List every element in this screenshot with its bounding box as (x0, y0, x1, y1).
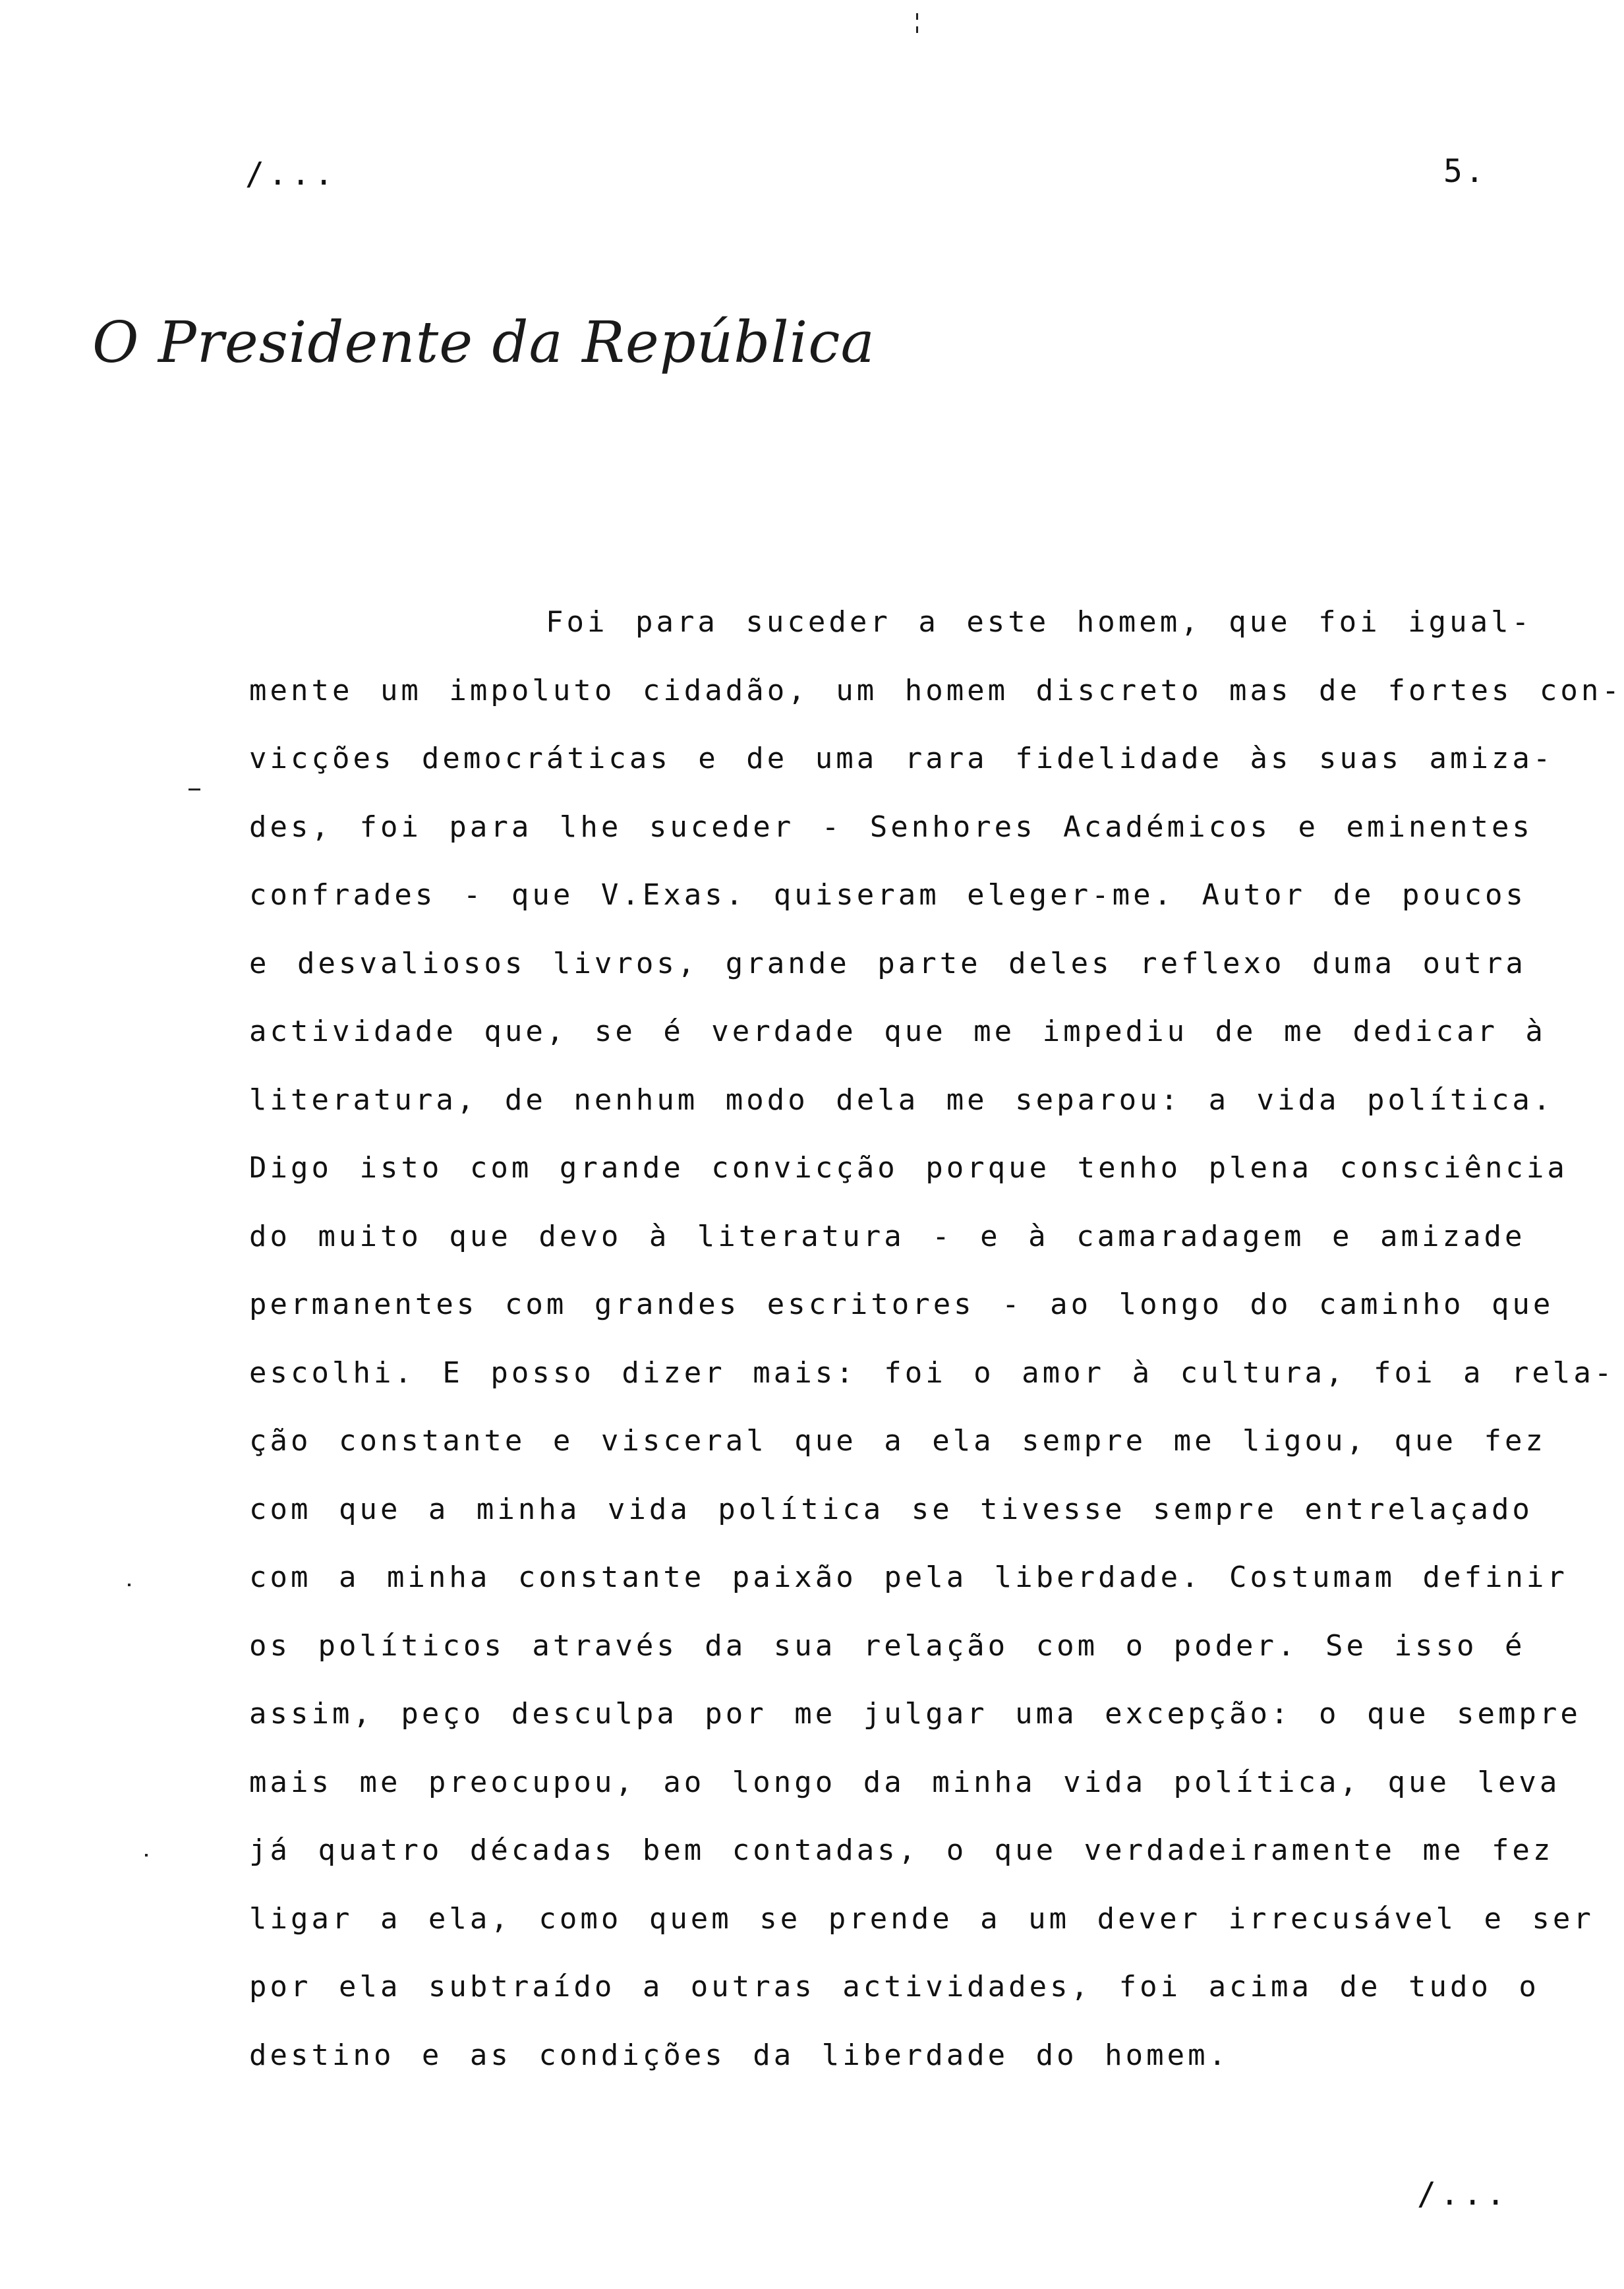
text-line: já quatro décadas bem contadas, o que verdadeiramente me fez (249, 1833, 1554, 1867)
text-line: Foi para suceder a este homem, que foi igual- (546, 605, 1533, 639)
text-line: Digo isto com grande convicção porque tenho plena consciência (249, 1151, 1568, 1185)
text-line: actividade que, se é verdade que me impediu de me dedicar à (249, 1015, 1546, 1048)
text-line: os políticos através da sua relação com o poder. Se isso é (249, 1628, 1526, 1663)
text-line: do muito que devo à literatura - e à camaradagem e amizade (249, 1219, 1526, 1253)
scan-speck (188, 788, 200, 790)
scan-speck (916, 13, 918, 20)
continuation-marker-top: /... (245, 156, 337, 193)
text-line: mente um impoluto cidadão, um homem discreto mas de fortes con- (249, 673, 1623, 707)
scan-speck (145, 1854, 148, 1857)
letterhead-title: O Presidente da República (92, 310, 875, 376)
text-line: e desvaliosos livros, grande parte deles reflexo duma outra (249, 946, 1526, 980)
text-line: des, foi para lhe suceder - Senhores Académicos e eminentes (249, 810, 1533, 844)
text-line: destino e as condições da liberdade do homem. (249, 2038, 1230, 2072)
scan-speck (916, 26, 918, 33)
text-line: ligar a ela, como quem se prende a um dever irrecusável e ser (249, 1901, 1594, 1936)
text-line: literatura, de nenhum modo dela me separou: a vida política. (249, 1083, 1554, 1117)
text-line: assim, peço desculpa por me julgar uma excepção: o que sempre (249, 1697, 1581, 1731)
text-line: mais me preocupou, ao longo da minha vida política, que leva (249, 1765, 1561, 1799)
continuation-marker-bottom: /... (1417, 2176, 1509, 2213)
text-line: escolhi. E posso dizer mais: foi o amor à cultura, foi a rela- (249, 1355, 1615, 1390)
text-line: por ela subtraído a outras actividades, foi acima de tudo o (249, 1970, 1540, 2004)
text-line: confrades - que V.Exas. quiseram eleger-me. Autor de poucos (249, 878, 1526, 912)
scan-speck (128, 1584, 130, 1586)
body-paragraph (249, 588, 1623, 2089)
text-line: permanentes com grandes escritores - ao longo do caminho que (249, 1288, 1554, 1321)
page-number: 5. (1443, 153, 1487, 190)
text-line: vicções democráticas e de uma rara fidelidade às suas amiza- (249, 742, 1554, 775)
text-line: ção constante e visceral que a ela sempre me ligou, que fez (249, 1424, 1546, 1458)
text-line: com a minha constante paixão pela liberdade. Costumam definir (249, 1561, 1568, 1594)
text-line: com que a minha vida política se tivesse sempre entrelaçado (249, 1492, 1533, 1526)
